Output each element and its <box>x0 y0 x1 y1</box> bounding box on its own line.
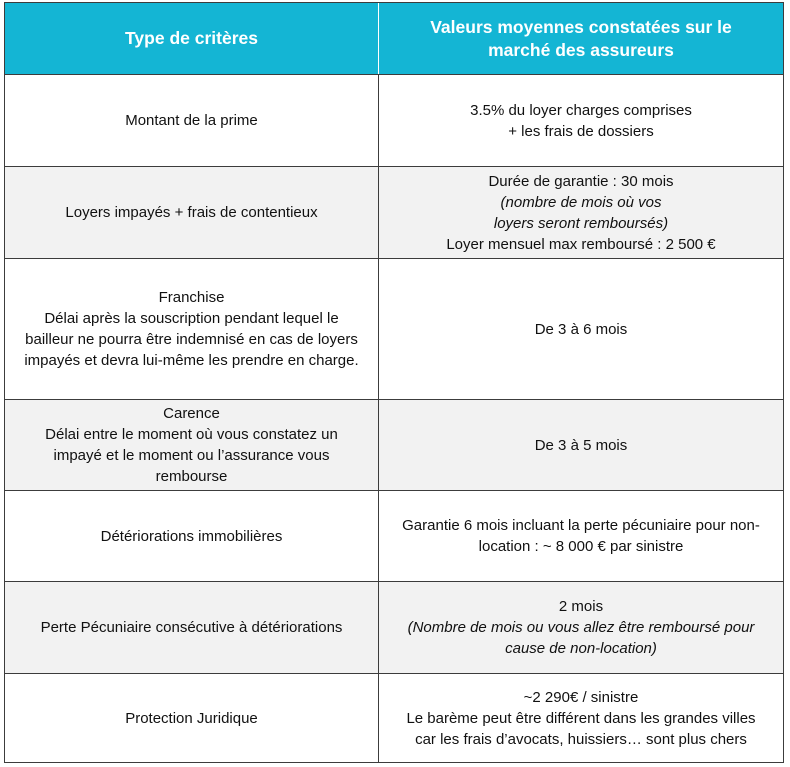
value-line: car les frais d’avocats, huissiers… sont plus chers <box>415 730 747 748</box>
table-row-deductible <box>5 258 783 399</box>
value-line-plain: Durée de garantie : 30 mois <box>488 172 674 190</box>
value-cell <box>379 491 783 581</box>
value-line: (Nombre de mois ou vous allez être remboursé pour <box>407 619 755 636</box>
criterion-line: rembourse <box>155 468 228 485</box>
table-row-financial-loss <box>5 581 783 673</box>
criterion-cell <box>5 75 379 166</box>
value-text: De 3 à 5 mois <box>534 436 628 454</box>
header-criteria-type <box>5 3 379 74</box>
table-header-row <box>5 3 783 74</box>
criterion-line: impayé et le moment ou l’assurance vous <box>53 447 330 464</box>
criterion-cell <box>5 674 379 762</box>
value-line <box>446 171 715 213</box>
insurance-comparison-table <box>4 2 784 763</box>
header-col1-text: Type de critères <box>125 28 258 48</box>
criterion-text: Perte Pécuniaire consécutive à détériorations <box>40 619 343 636</box>
value-cell <box>379 75 783 166</box>
value-text: De 3 à 6 mois <box>534 320 628 338</box>
value-line: Loyer mensuel max remboursé : 2 500 € <box>446 235 716 253</box>
value-line: location : ~ 8 000 € par sinistre <box>478 538 684 555</box>
value-line: cause de non-location) <box>505 640 657 657</box>
criterion-text: Montant de la prime <box>125 112 258 129</box>
header-col2-line1: Valeurs moyennes constatées sur le <box>430 16 732 37</box>
value-cell <box>379 167 783 258</box>
value-line: Garantie 6 mois incluant la perte pécuniaire pour non- <box>402 517 760 534</box>
header-average-values <box>379 3 783 74</box>
table-row-unpaid-rent <box>5 166 783 258</box>
value-line: 3.5% du loyer charges comprises <box>470 101 692 119</box>
table-row-premium <box>5 74 783 166</box>
value-line: Le barème peut être différent dans les grandes villes <box>406 709 756 727</box>
table-row-waiting-period <box>5 399 783 490</box>
criterion-text: Détériorations immobilières <box>100 527 283 545</box>
criterion-line: impayés et devra lui-même les prendre en charge. <box>24 352 359 369</box>
criterion-cell <box>5 167 379 258</box>
criterion-line: Délai après la souscription pendant lequel le <box>44 310 339 327</box>
criterion-line: bailleur ne pourra être indemnisé en cas de loyers <box>25 331 358 348</box>
criterion-text: Loyers impayés + frais de contentieux <box>65 204 318 221</box>
value-line: loyers seront remboursés) <box>493 214 669 232</box>
criterion-line: Délai entre le moment où vous constatez un <box>45 426 338 443</box>
criterion-text: Protection Juridique <box>125 709 258 727</box>
value-line: 2 mois <box>558 598 604 615</box>
criterion-title: Franchise <box>158 289 225 306</box>
value-cell <box>379 674 783 762</box>
value-cell <box>379 400 783 490</box>
table-row-legal-protection <box>5 673 783 762</box>
value-cell <box>379 582 783 673</box>
criterion-cell <box>5 491 379 581</box>
value-cell <box>379 259 783 399</box>
value-line-italic: (nombre de mois où vos <box>500 193 662 211</box>
table-row-property-damage <box>5 490 783 581</box>
criterion-title: Carence <box>163 405 220 422</box>
criterion-cell <box>5 259 379 399</box>
value-line: + les frais de dossiers <box>508 122 654 140</box>
header-col2-line2: marché des assureurs <box>488 39 674 60</box>
criterion-cell <box>5 582 379 673</box>
value-line: ~2 290€ / sinistre <box>523 688 639 706</box>
criterion-cell <box>5 400 379 490</box>
